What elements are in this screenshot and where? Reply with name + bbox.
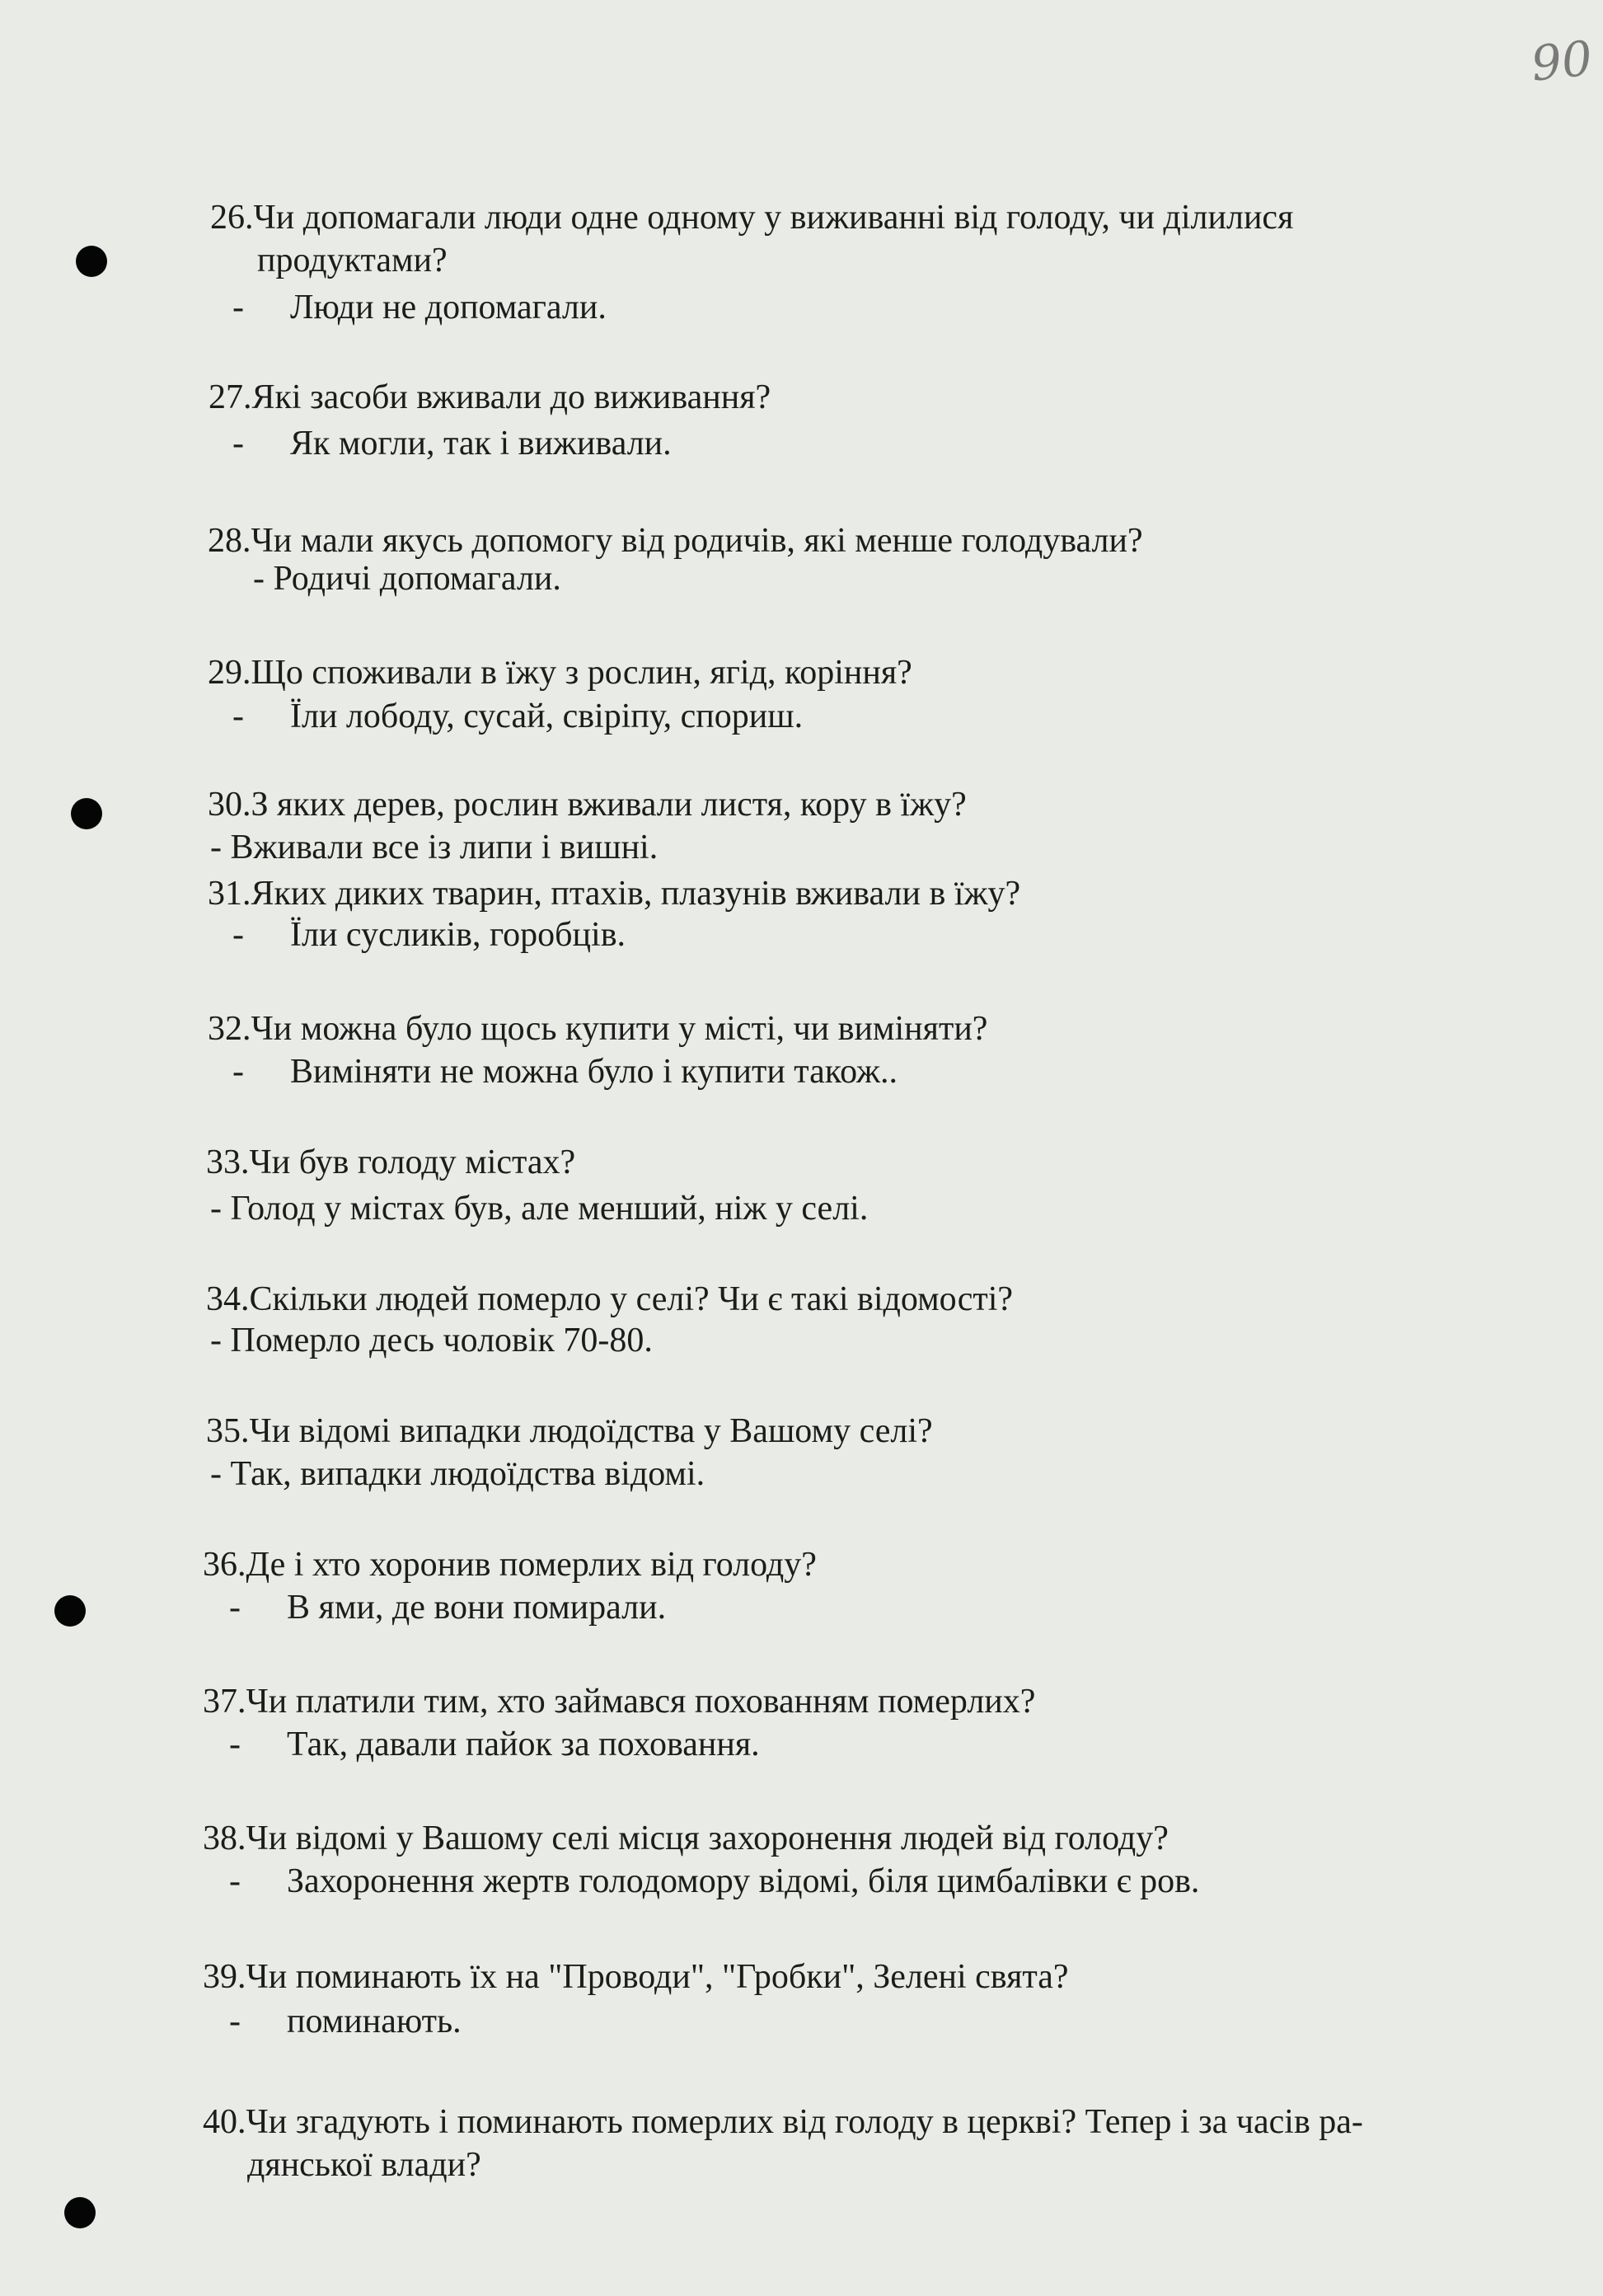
answer-30: - Вживали все із липи і вишні. xyxy=(210,829,659,866)
answer-38: - Захоронення жертв голодомору відомі, біля цимбалівки є ров. xyxy=(229,1862,1200,1900)
answer-33: - Голод у містах був, але менший, ніж у селі. xyxy=(210,1190,869,1228)
answer-34: - Померло десь чоловік 70-80. xyxy=(210,1322,653,1359)
page-number: 90 xyxy=(1528,30,1596,92)
punch-hole xyxy=(76,246,107,277)
question-38: 38.Чи відомі у Вашому селі місця захоронення людей від голоду? xyxy=(203,1819,1169,1857)
question-37: 37.Чи платили тим, хто займався похованням померлих? xyxy=(203,1683,1036,1721)
answer-28: - Родичі допомагали. xyxy=(253,560,561,598)
question-number: 26. xyxy=(210,199,254,237)
answer-27: - Як могли, так і виживали. xyxy=(232,425,672,462)
answer-39: - поминають. xyxy=(229,2003,462,2040)
punch-hole xyxy=(71,798,102,829)
answer-36: - В ями, де вони помирали. xyxy=(229,1589,667,1627)
punch-hole xyxy=(64,2197,96,2228)
question-36: 36.Де і хто хоронив померлих від голоду? xyxy=(203,1546,817,1584)
question-34: 34.Скільки людей померло у селі? Чи є такі відомості? xyxy=(206,1280,1014,1318)
question-28: 28.Чи мали якусь допомогу від родичів, які менше голодували? xyxy=(208,522,1143,560)
question-35: 35.Чи відомі випадки людоїдства у Вашому селі? xyxy=(206,1412,933,1450)
answer-37: - Так, давали пайок за поховання. xyxy=(229,1726,760,1763)
answer-26: - Люди не допомагали. xyxy=(232,286,607,329)
punch-hole xyxy=(54,1595,86,1627)
question-31: 31.Яких диких тварин, птахів, плазунів вживали в їжу? xyxy=(208,875,1021,913)
question-27: 27.Які засоби вживали до виживання? xyxy=(209,378,771,416)
question-29: 29.Що споживали в їжу з рослин, ягід, коріння? xyxy=(208,654,912,692)
answer-35: - Так, випадки людоїдства відомі. xyxy=(210,1455,705,1493)
question-26 xyxy=(210,196,1539,239)
question-33: 33.Чи був голоду містах? xyxy=(206,1143,576,1181)
question-40: 40.Чи згадують і поминають померлих від голоду в церкві? Тепер і за часів ра- xyxy=(203,2103,1363,2141)
question-32: 32.Чи можна було щось купити у місті, чи виміняти? xyxy=(208,1010,988,1048)
question-39: 39.Чи поминають їх на "Проводи", "Гробки", Зелені свята? xyxy=(203,1958,1069,1996)
answer-dash: - xyxy=(232,289,244,326)
question-40-continuation: дянської влади? xyxy=(247,2146,481,2184)
answer-29: - Їли лободу, сусай, свіріпу, спориш. xyxy=(232,697,804,735)
question-text: Чи допомагали люди одне одному у виживанні від голоду, чи ділилися xyxy=(253,199,1294,237)
question-30: 30.З яких дерев, рослин вживали листя, кору в їжу? xyxy=(208,786,967,824)
answer-32: - Виміняти не можна було і купити також.. xyxy=(232,1053,898,1091)
question-26-continuation: продуктами? xyxy=(257,242,448,279)
answer-31: - Їли сусликів, горобців. xyxy=(232,916,626,954)
